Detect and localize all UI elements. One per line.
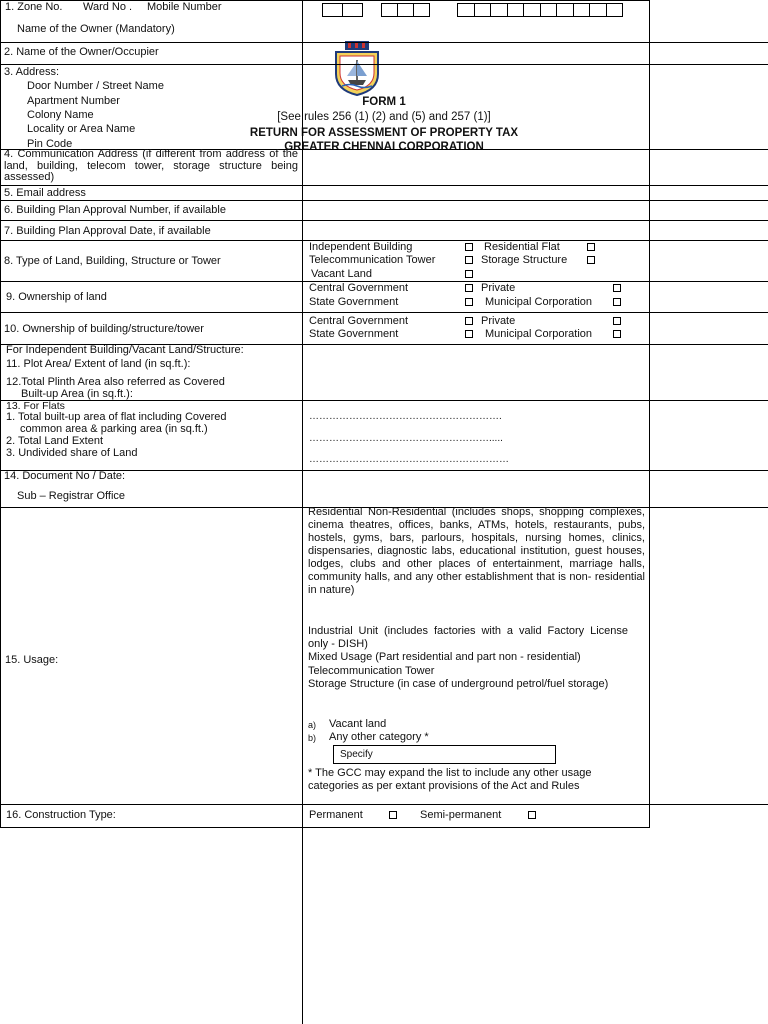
- corporation-emblem: [330, 40, 384, 96]
- property-type-label: 8. Type of Land, Building, Structure or Tower: [4, 255, 221, 267]
- undivided-share-line[interactable]: ……………………………………………………: [309, 454, 509, 465]
- apartment-number-label: Apartment Number: [27, 95, 120, 107]
- zone-digit-boxes[interactable]: [322, 3, 363, 17]
- locality-label: Locality or Area Name: [27, 123, 136, 135]
- row-divider: [0, 220, 768, 221]
- flats-heading: 13. For Flats: [6, 400, 65, 412]
- bldg-private-option: Private: [481, 315, 516, 327]
- mobile-label: Mobile Number: [147, 1, 222, 13]
- residential-flat-option: Residential Flat: [484, 241, 560, 253]
- usage-other-category-text: Any other category *: [329, 731, 429, 743]
- telecom-tower-option: Telecommunication Tower: [309, 254, 436, 266]
- storage-structure-checkbox[interactable]: [587, 256, 595, 264]
- return-title: RETURN FOR ASSESSMENT OF PROPERTY TAX: [249, 127, 519, 139]
- flat-builtup-line[interactable]: ………………………………………………….: [309, 411, 502, 422]
- bldg-private-checkbox[interactable]: [613, 317, 621, 325]
- usage-mixed-text: Mixed Usage (Part residential and part non - residential): [308, 651, 581, 663]
- bldg-municipal-checkbox[interactable]: [613, 330, 621, 338]
- gcc-note: * The GCC may expand the list to include any other usage categories as per extant provisions of the Act and Rules: [308, 767, 592, 792]
- plan-approval-date-label: 7. Building Plan Approval Date, if available: [4, 225, 211, 237]
- vacant-land-option: Vacant Land: [311, 268, 372, 280]
- flat-builtup-label: 1. Total built-up area of flat including Covered: [6, 411, 227, 423]
- semi-permanent-option: Semi-permanent: [420, 809, 502, 821]
- independent-building-checkbox[interactable]: [465, 243, 473, 251]
- usage-label: 15. Usage:: [5, 654, 59, 666]
- permanent-checkbox[interactable]: [389, 811, 397, 819]
- row-divider: [0, 200, 768, 201]
- permanent-option: Permanent: [309, 809, 363, 821]
- specify-placeholder: Specify: [340, 749, 373, 760]
- land-state-govt-option: State Government: [309, 296, 399, 308]
- semi-permanent-checkbox[interactable]: [528, 811, 536, 819]
- ward-digit-boxes[interactable]: [381, 3, 430, 17]
- bldg-state-govt-option: State Government: [309, 328, 399, 340]
- plan-approval-number-label: 6. Building Plan Approval Number, if available: [4, 204, 226, 216]
- rules-reference: [See rules 256 (1) (2) and (5) and 257 (1)]: [277, 111, 491, 123]
- corporation-title: GREATER CHENNAI CORPORATION: [284, 141, 484, 153]
- sub-registrar-label: Sub – Registrar Office: [17, 490, 126, 502]
- land-central-govt-checkbox[interactable]: [465, 284, 473, 292]
- land-extent-label: 2. Total Land Extent: [6, 435, 104, 447]
- telecom-tower-checkbox[interactable]: [465, 256, 473, 264]
- mobile-digit-boxes[interactable]: [457, 3, 623, 17]
- plot-area-label: 11. Plot Area/ Extent of land (in sq.ft.):: [6, 358, 191, 370]
- owner-occupier-label: 2. Name of the Owner/Occupier: [4, 46, 159, 58]
- bldg-central-govt-checkbox[interactable]: [465, 317, 473, 325]
- independent-building-option: Independent Building: [309, 241, 413, 253]
- row-divider: [0, 185, 768, 186]
- vacant-land-marker: a): [308, 720, 317, 730]
- usage-storage-text: Storage Structure (in case of underground petrol/fuel storage): [308, 678, 609, 690]
- land-private-checkbox[interactable]: [613, 284, 621, 292]
- building-ownership-label: 10. Ownership of building/structure/tower: [4, 323, 204, 335]
- independent-building-heading: For Independent Building/Vacant Land/Structure:: [6, 344, 244, 356]
- plinth-area-label-cont: Built-up Area (in sq.ft.):: [21, 388, 133, 400]
- row-divider: [0, 804, 768, 805]
- pin-code-label: Pin Code: [27, 138, 73, 150]
- bldg-state-govt-checkbox[interactable]: [465, 330, 473, 338]
- undivided-share-label: 3. Undivided share of Land: [6, 447, 138, 459]
- land-private-option: Private: [481, 282, 516, 294]
- usage-residential-text: Residential Non-Residential (includes shops, shopping complexes, cinema theatres, offices, banks, ATMs, hotels, restaurants, pubs, hostels, gyms, bars, parlours, hospitals, nursing homes, clinics, dispensaries, diagnostic labs, educational institution, guest houses, lodges, clubs and other places of entertainment, marriage halls, community halls, and any other establishment that is non- residential in nature): [308, 506, 645, 596]
- plinth-area-label: 12.Total Plinth Area also referred as Covered: [6, 376, 225, 388]
- land-municipal-checkbox[interactable]: [613, 298, 621, 306]
- land-municipal-option: Municipal Corporation: [485, 296, 592, 308]
- form-title: FORM 1: [362, 96, 406, 108]
- zone-label: 1. Zone No.: [5, 1, 63, 13]
- ward-label: Ward No .: [83, 1, 133, 13]
- land-ownership-label: 9. Ownership of land: [6, 291, 107, 303]
- bldg-municipal-option: Municipal Corporation: [485, 328, 592, 340]
- usage-telecom-text: Telecommunication Tower: [308, 665, 435, 677]
- email-label: 5. Email address: [4, 187, 86, 199]
- land-central-govt-option: Central Government: [309, 282, 409, 294]
- address-label: 3. Address:: [4, 66, 60, 78]
- land-state-govt-checkbox[interactable]: [465, 298, 473, 306]
- land-extent-line[interactable]: ……………………………………………….....: [309, 433, 503, 444]
- storage-structure-option: Storage Structure: [481, 254, 568, 266]
- usage-vacant-land-text: Vacant land: [329, 718, 387, 730]
- communication-address-label: 4. Communication Address (if different from address of the land, building, telecom tower, storage structure being assessed): [4, 148, 298, 183]
- colony-name-label: Colony Name: [27, 109, 94, 121]
- bldg-central-govt-option: Central Government: [309, 315, 409, 327]
- column-divider: [302, 0, 303, 1024]
- vacant-land-checkbox[interactable]: [465, 270, 473, 278]
- construction-type-label: 16. Construction Type:: [6, 809, 116, 821]
- residential-flat-checkbox[interactable]: [587, 243, 595, 251]
- owner-mandatory-label: Name of the Owner (Mandatory): [17, 23, 175, 35]
- door-number-label: Door Number / Street Name: [27, 80, 164, 92]
- other-category-marker: b): [308, 733, 317, 743]
- row-divider: [0, 64, 768, 65]
- flat-builtup-label-cont: common area & parking area (in sq.ft.): [20, 423, 208, 435]
- specify-field[interactable]: [333, 745, 556, 764]
- row-divider: [0, 312, 768, 313]
- document-no-label: 14. Document No / Date:: [4, 470, 126, 482]
- usage-industrial-text: Industrial Unit (includes factories with a valid Factory License only - DISH): [308, 625, 628, 650]
- row-divider: [0, 42, 768, 43]
